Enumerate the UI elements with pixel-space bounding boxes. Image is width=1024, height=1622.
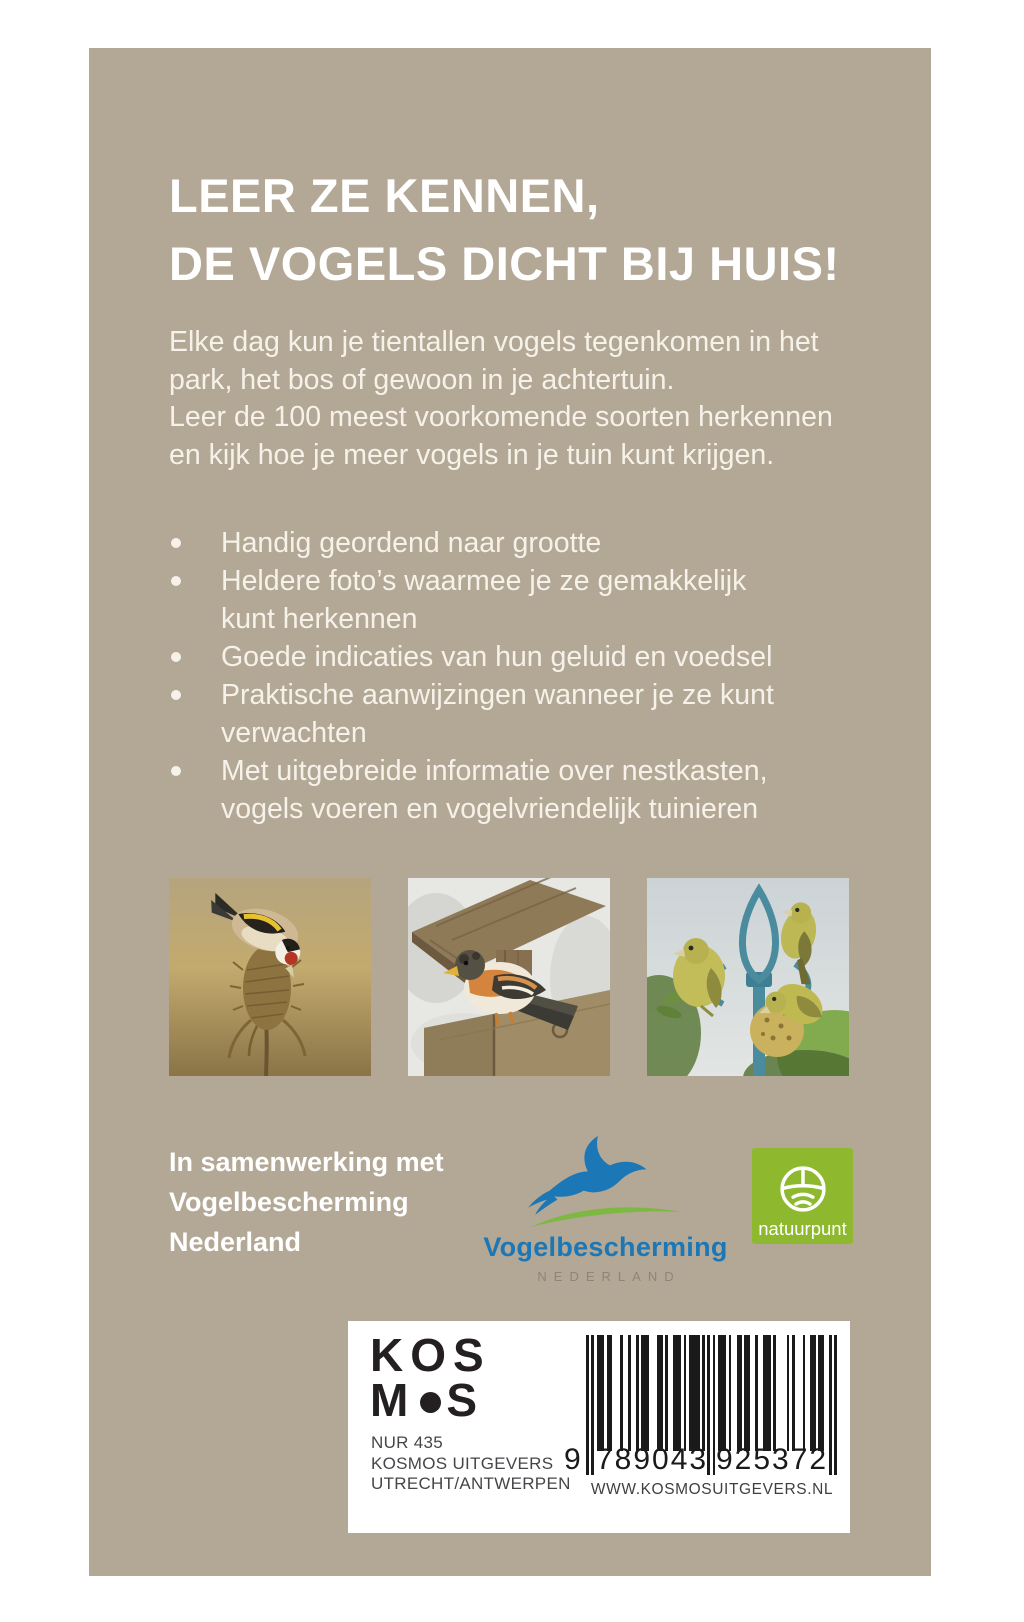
kosmos-logo-line-1: KOS (370, 1329, 491, 1381)
nur-code: NUR 435 (371, 1433, 444, 1452)
bullet-text: Goede indicaties van hun geluid en voedsel (221, 641, 773, 673)
barcode (564, 1335, 838, 1499)
kosmos-dot-icon (420, 1392, 441, 1413)
publisher-website: WWW.KOSMOSUITGEVERS.NL (590, 1481, 834, 1498)
bullet-dot-icon (171, 652, 181, 662)
bullet-text: Handig geordend naar grootte (221, 527, 602, 559)
barcode-digit-prefix: 9 (564, 1443, 581, 1476)
barcode-digits (564, 1443, 838, 1476)
heading-line-2: DE VOGELS DICHT BIJ HUIS! (169, 237, 840, 290)
collab-line-2: Vogelbescherming (169, 1187, 409, 1217)
collab-line-1: In samenwerking met (169, 1147, 444, 1177)
vogelbescherming-logo (476, 1134, 736, 1284)
publisher-name: KOSMOS UITGEVERS (371, 1453, 554, 1473)
collaboration-row (169, 1142, 853, 1284)
photo-goldfinch-on-teasel (169, 878, 371, 1076)
vogelbescherming-bird-icon (521, 1134, 691, 1230)
bullet-item (169, 638, 781, 676)
bullet-dot-icon (171, 690, 181, 700)
bullet-dot-icon (171, 766, 181, 776)
bullet-item (169, 562, 781, 638)
goldfinch-teasel-illustration (169, 878, 371, 1076)
barcode-digits-right: 925372 (716, 1443, 829, 1476)
natuurpunt-emblem-icon (774, 1160, 832, 1218)
cover-heading (169, 162, 853, 298)
barcode-digits-left: 789043 (596, 1443, 709, 1476)
cover-card (89, 48, 931, 1576)
photo-brambling-on-feeder (408, 878, 610, 1076)
kosmos-s: S (446, 1374, 485, 1426)
feature-bullet-list (169, 524, 809, 828)
bullet-text: Praktische aanwijzingen wanneer je ze kunt verwachten (221, 679, 774, 749)
publisher-box (348, 1321, 850, 1533)
bullet-dot-icon (171, 538, 181, 548)
bullet-dot-icon (171, 576, 181, 586)
kosmos-logo (370, 1329, 491, 1426)
heading-line-1: LEER ZE KENNEN, (169, 169, 600, 222)
photo-strip (169, 878, 853, 1076)
collaboration-text (169, 1142, 459, 1262)
publisher-cities: UTRECHT/ANTWERPEN (371, 1474, 571, 1493)
vogelbescherming-wordmark: Vogelbescherming (483, 1232, 728, 1262)
natuurpunt-logo (752, 1148, 853, 1244)
bullet-item (169, 524, 781, 562)
bullet-item (169, 752, 781, 828)
intro-sentence-2: Leer de 100 meest voorkomende soorten herkennen en kijk hoe je meer vogels in je tuin kunt krijgen. (169, 401, 833, 471)
natuurpunt-wordmark: natuurpunt (758, 1218, 847, 1239)
collab-line-3: Nederland (169, 1227, 302, 1257)
brambling-feeder-illustration (408, 878, 610, 1076)
bullet-text: Heldere foto’s waarmee je ze gemakkelijk kunt herkennen (221, 565, 747, 635)
kosmos-logo-line-2 (370, 1374, 491, 1426)
kosmos-m: M (370, 1374, 416, 1426)
intro-paragraphs (169, 324, 849, 474)
bullet-text: Met uitgebreide informatie over nestkasten, vogels voeren en vogelvriendelijk tuinieren (221, 755, 768, 825)
bullet-item (169, 676, 781, 752)
imprint-block (371, 1433, 571, 1495)
photo-greenfinches-on-feeder (647, 878, 849, 1076)
vogelbescherming-subtitle: NEDERLAND (537, 1269, 681, 1284)
greenfinches-feeder-illustration (647, 878, 849, 1076)
intro-sentence-1: Elke dag kun je tientallen vogels tegenkomen in het park, het bos of gewoon in je achtertuin. (169, 326, 819, 396)
